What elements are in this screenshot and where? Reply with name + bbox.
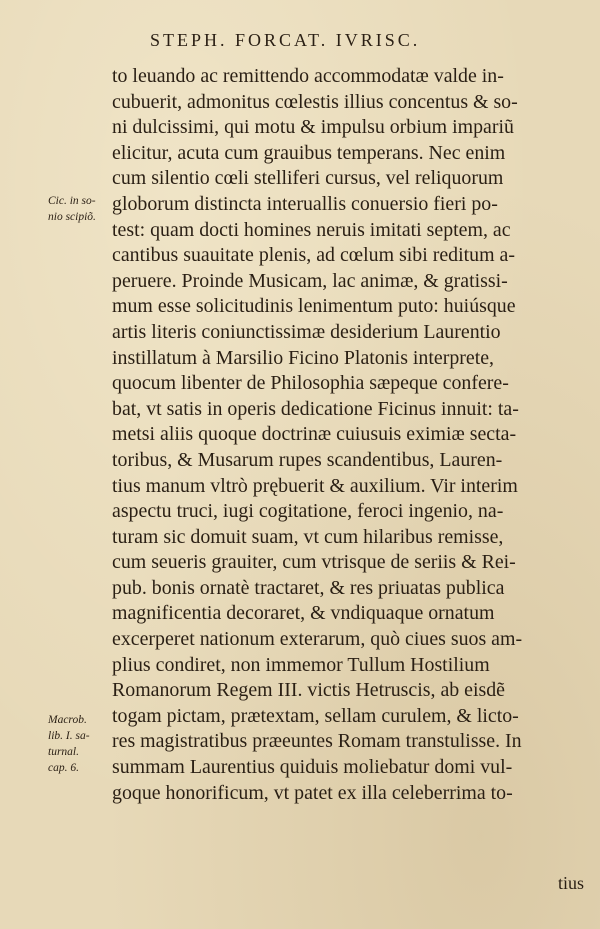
text-line: res magistratibus præeuntes Romam transtulisse. In [112, 730, 522, 753]
margin-note-line: cap. 6. [48, 762, 79, 774]
text-line: aspectu truci, iugi cogitatione, feroci ingenio, na- [112, 500, 504, 523]
text-line: magnificentia decoraret, & vndiquaque ornatum [112, 602, 495, 625]
text-line: instillatum à Marsilio Ficino Platonis interprete, [112, 346, 495, 369]
text-line: togam pictam, prætextam, sellam curulem, & licto- [112, 704, 519, 727]
margin-note-line: turnal. [48, 746, 79, 758]
running-head: STEPH. FORCAT. IVRISC. [150, 30, 421, 50]
margin-note-line: Cic. in so- [48, 195, 96, 207]
text-line: test: quam docti homines neruis imitati septem, ac [112, 218, 511, 241]
text-line: artis literis coniunctissimæ desiderium Laurentio [112, 320, 501, 343]
text-line: tius manum vltrò prębuerit & auxilium. Vir interim [112, 474, 518, 497]
text-line: turam sic domuit suam, vt cum hilaribus remisse, [112, 525, 504, 548]
text-line: cantibus suauitate plenis, ad cœlum sibi reditum a- [112, 244, 515, 267]
text-line: cubuerit, admonitus cœlestis illius concentus & so- [112, 90, 518, 113]
text-line: to leuando ac remittendo accommodatæ valde in- [112, 65, 504, 87]
margin-note-line: lib. I. sa- [48, 730, 90, 742]
margin-note-line: nio scipiõ. [48, 211, 96, 223]
margin-note-cicero [48, 193, 114, 225]
text-line: globorum distincta interuallis conuersio fieri po- [112, 192, 498, 215]
text-line: metsi aliis quoque doctrinæ cuiusuis eximiæ secta- [112, 423, 517, 446]
text-line: peruere. Proinde Musicam, lac animæ, & gratissi- [112, 269, 508, 292]
margin-note-macrobius [48, 712, 114, 776]
text-line: plius condiret, non immemor Tullum Hostilium [112, 653, 490, 676]
body-text [112, 64, 597, 806]
text-line: mum esse solicitudinis lenimentum puto: huiúsque [112, 295, 516, 318]
text-line: toribus, & Musarum rupes scandentibus, Lauren- [112, 448, 503, 471]
text-line: pub. bonis ornatè tractaret, & res priuatas publica [112, 576, 505, 599]
text-line: Romanorum Regem III. victis Hetruscis, ab eisdẽ [112, 679, 506, 702]
text-line: cum seueris grauiter, cum vtrisque de seriis & Rei- [112, 551, 516, 574]
text-line: quocum libenter de Philosophia sæpeque confere- [112, 372, 509, 395]
text-line: cum silentio cœli stelliferi cursus, vel reliquorum [112, 167, 504, 190]
text-line: bat, vt satis in operis dedicatione Ficinus innuit: ta- [112, 397, 519, 420]
text-line: summam Laurentius quiduis moliebatur domi vul- [112, 756, 513, 779]
text-line: elicitur, acuta cum grauibus temperans. Nec enim [112, 141, 506, 164]
catchword: tius [557, 873, 584, 893]
text-line: excerperet nationum exterarum, quò ciues suos am- [112, 628, 523, 651]
text-line: ni dulcissimi, qui motu & impulsu orbium impariũ [112, 116, 514, 139]
text-line: goque honorificum, vt patet ex illa celeberrima to- [112, 781, 513, 804]
margin-note-line: Macrob. [48, 714, 87, 726]
